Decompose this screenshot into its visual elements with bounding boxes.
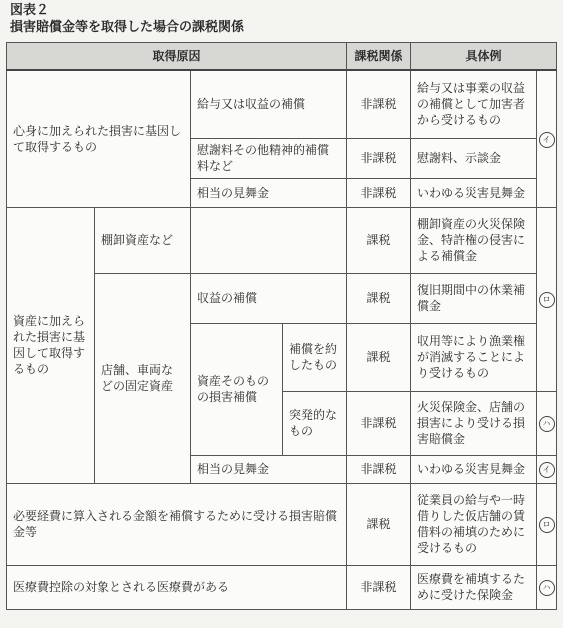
tax-relationship-table <box>6 42 557 610</box>
empty-cell <box>191 207 347 273</box>
mark-cell <box>537 565 557 609</box>
header-cause: 取得原因 <box>7 43 347 71</box>
header-tax: 課税関係 <box>347 43 411 71</box>
section3-tax: 課税 <box>347 483 411 565</box>
figure-label: 図表２ <box>10 3 50 18</box>
circled-mark-ha: ハ <box>539 416 555 432</box>
section3-example: 従業員の給与や一時借りした仮店舗の賃借料の補填のために受けるもの <box>411 483 537 565</box>
fixed-assets-label: 店舗、車両などの固定資産 <box>95 273 191 483</box>
mark-cell <box>537 207 557 391</box>
circled-mark-i: イ <box>539 462 555 478</box>
section1-row2-item: 慰謝料その他精神的補償料など <box>191 138 347 178</box>
sympathy-example: いわゆる災害見舞金 <box>411 455 537 483</box>
section1-row3-tax: 非課税 <box>347 178 411 207</box>
compensation-tax: 課税 <box>347 323 411 391</box>
table-row <box>7 565 557 609</box>
table-row <box>7 483 557 565</box>
revenue-item: 収益の補償 <box>191 273 347 323</box>
section1-row1-item: 給与又は収益の補償 <box>191 70 347 138</box>
section3-label: 必要経費に算入される金額を補償するために受ける損害賠償金等 <box>7 483 347 565</box>
section4-tax: 非課税 <box>347 565 411 609</box>
mark-cell <box>537 70 557 207</box>
inventory-example: 棚卸資産の火災保険金、特許権の侵害による補償金 <box>411 207 537 273</box>
circled-mark-ro: ロ <box>539 517 555 533</box>
section4-label: 医療費控除の対象とされる医療費がある <box>7 565 347 609</box>
compensation-item: 補償を約したもの <box>283 323 347 391</box>
section1-row3-example: いわゆる災害見舞金 <box>411 178 537 207</box>
section1-row1-tax: 非課税 <box>347 70 411 138</box>
sudden-item: 突発的なもの <box>283 391 347 455</box>
asset-damage-label: 資産そのものの損害補償 <box>191 323 283 455</box>
sympathy-tax: 非課税 <box>347 455 411 483</box>
compensation-example: 収用等により漁業権が消滅することにより受けるもの <box>411 323 537 391</box>
section1-row2-example: 慰謝料、示談金 <box>411 138 537 178</box>
mark-cell <box>537 455 557 483</box>
header-example: 具体例 <box>411 43 557 71</box>
section1-row2-tax: 非課税 <box>347 138 411 178</box>
mark-cell <box>537 391 557 455</box>
section1-row1-example: 給与又は事業の収益の補償として加害者から受けるもの <box>411 70 537 138</box>
section4-example: 医療費を補填するために受けた保険金 <box>411 565 537 609</box>
circled-mark-i: イ <box>539 132 555 148</box>
section1-row3-item: 相当の見舞金 <box>191 178 347 207</box>
figure-title: 損害賠償金等を取得した場合の課税関係 <box>10 20 245 35</box>
section1-label: 心身に加えられた損害に基因して取得するもの <box>7 70 191 207</box>
sympathy-item: 相当の見舞金 <box>191 455 347 483</box>
inventory-label: 棚卸資産など <box>95 207 191 273</box>
table-row <box>7 207 557 273</box>
inventory-tax: 課税 <box>347 207 411 273</box>
revenue-example: 復旧期間中の休業補償金 <box>411 273 537 323</box>
circled-mark-ha: ハ <box>539 580 555 596</box>
circled-mark-ro: ロ <box>539 292 555 308</box>
sudden-tax: 非課税 <box>347 391 411 455</box>
section2-label: 資産に加えられた損害に基因して取得するもの <box>7 207 95 483</box>
table-header-row <box>7 43 557 71</box>
mark-cell <box>537 483 557 565</box>
sudden-example: 火災保険金、店舗の損害により受ける損害賠償金 <box>411 391 537 455</box>
revenue-tax: 課税 <box>347 273 411 323</box>
table-row <box>7 70 557 138</box>
